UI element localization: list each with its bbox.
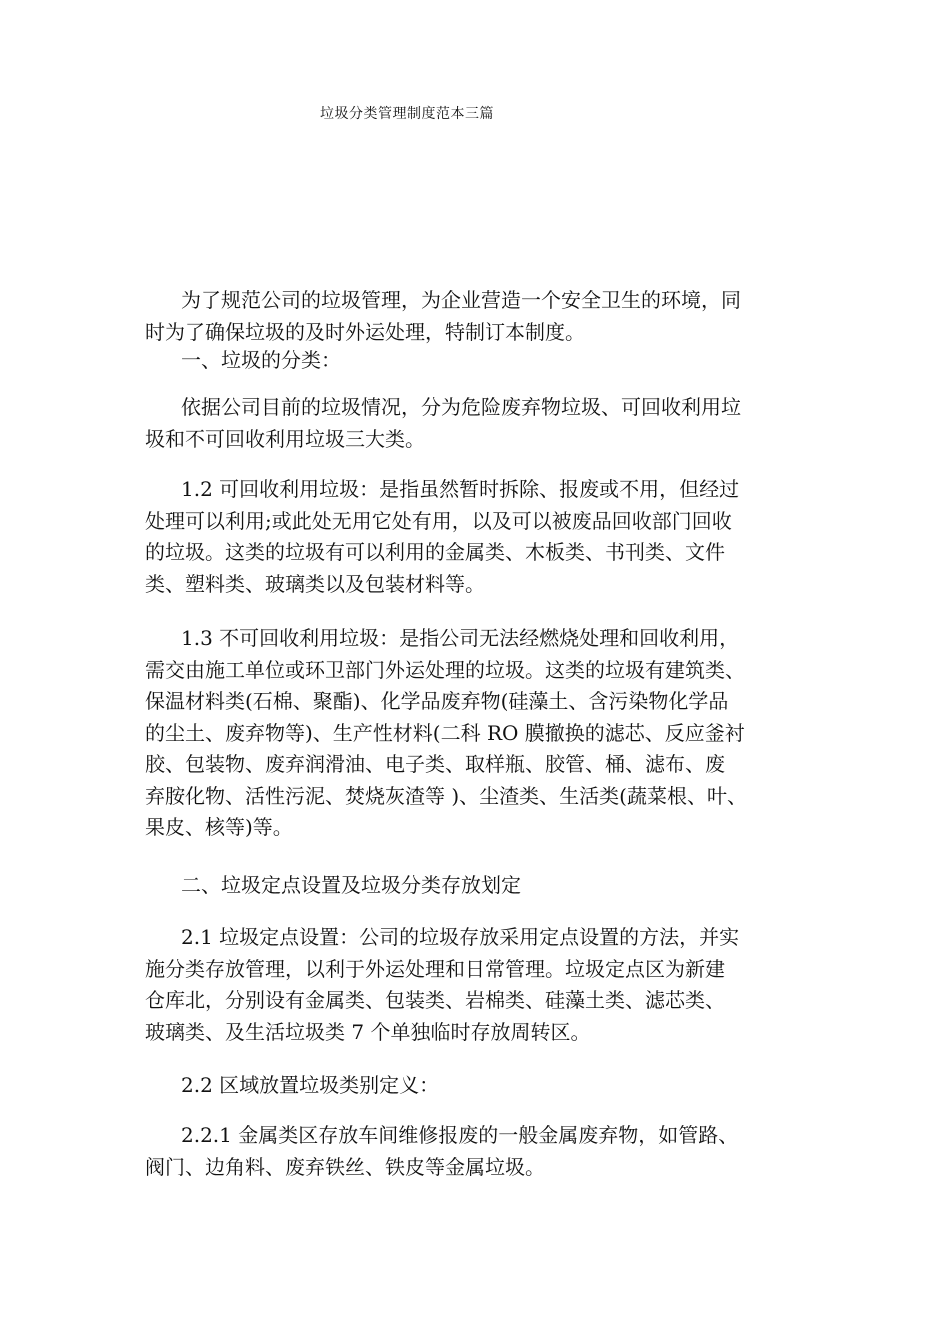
paragraph-intro xyxy=(145,285,835,348)
paragraph-area-definitions xyxy=(145,1070,835,1102)
paragraph-line: 圾和不可回收利用垃圾三大类。 xyxy=(145,426,425,451)
paragraph-line: 玻璃类、及生活垃圾类 7 个单独临时存放周转区。 xyxy=(145,1019,591,1044)
paragraph-line: 为了规范公司的垃圾管理，为企业营造一个安全卫生的环境，同 xyxy=(181,288,741,312)
paragraph-line: 2.2 区域放置垃圾类别定义： xyxy=(181,1073,440,1097)
paragraph-line: 依据公司目前的垃圾情况，分为危险废弃物垃圾、可回收利用垃 xyxy=(181,395,741,419)
paragraph-non-recyclable xyxy=(145,623,835,844)
paragraph-line: 2.2.1 金属类区存放车间维修报废的一般金属废弃物，如管路、 xyxy=(181,1123,739,1147)
paragraph-line: 处理可以利用;或此处无用它处有用，以及可以被废品回收部门回收 xyxy=(145,508,732,533)
paragraph-metal-area xyxy=(145,1120,835,1183)
paragraph-line: 的垃圾。这类的垃圾有可以利用的金属类、木板类、书刊类、文件 xyxy=(145,540,725,564)
paragraph-classification-basis xyxy=(145,392,835,455)
paragraph-line: 仓库北，分别设有金属类、包装类、岩棉类、硅藻土类、滤芯类、 xyxy=(145,988,725,1012)
paragraph-line: 类、塑料类、玻璃类以及包装材料等。 xyxy=(145,571,485,596)
paragraph-recyclable xyxy=(145,474,835,600)
paragraph-line: 果皮、核等)等。 xyxy=(145,815,293,839)
paragraph-line: 保温材料类(石棉、聚酯)、化学品废弃物(硅藻土、含污染物化学品 xyxy=(145,689,729,713)
paragraph-line: 2.1 垃圾定点设置：公司的垃圾存放采用定点设置的方法，并实 xyxy=(181,925,740,949)
paragraph-line: 二、垃圾定点设置及垃圾分类存放划定 xyxy=(181,873,521,897)
paragraph-collection-setup xyxy=(145,922,835,1048)
paragraph-line: 弃胺化物、活性污泥、焚烧灰渣等 )、尘渣类、生活类(蔬菜根、叶、 xyxy=(145,783,747,808)
paragraph-line: 时为了确保垃圾的及时外运处理，特制订本制度。 xyxy=(145,319,585,344)
document-title: 垃圾分类管理制度范本三篇 xyxy=(320,106,494,122)
paragraph-line: 施分类存放管理，以利于外运处理和日常管理。垃圾定点区为新建 xyxy=(145,956,725,981)
paragraph-line: 需交由施工单位或环卫部门外运处理的垃圾。这类的垃圾有建筑类、 xyxy=(145,657,745,682)
section-heading-classification xyxy=(145,345,835,377)
paragraph-line: 的尘土、废弃物等)、生产性材料(二科 RO 膜撤换的滤芯、反应釜衬 xyxy=(145,720,745,745)
paragraph-line: 1.3 不可回收利用垃圾：是指公司无法经燃烧处理和回收利用， xyxy=(181,626,740,650)
paragraph-line: 胶、包装物、废弃润滑油、电子类、取样瓶、胶管、桶、滤布、废 xyxy=(145,752,725,776)
paragraph-line: 一、垃圾的分类： xyxy=(181,348,341,372)
section-heading-collection-points xyxy=(145,870,835,902)
paragraph-line: 阀门、边角料、废弃铁丝、铁皮等金属垃圾。 xyxy=(145,1154,545,1179)
paragraph-line: 1.2 可回收利用垃圾：是指虽然暂时拆除、报废或不用，但经过 xyxy=(181,477,740,501)
